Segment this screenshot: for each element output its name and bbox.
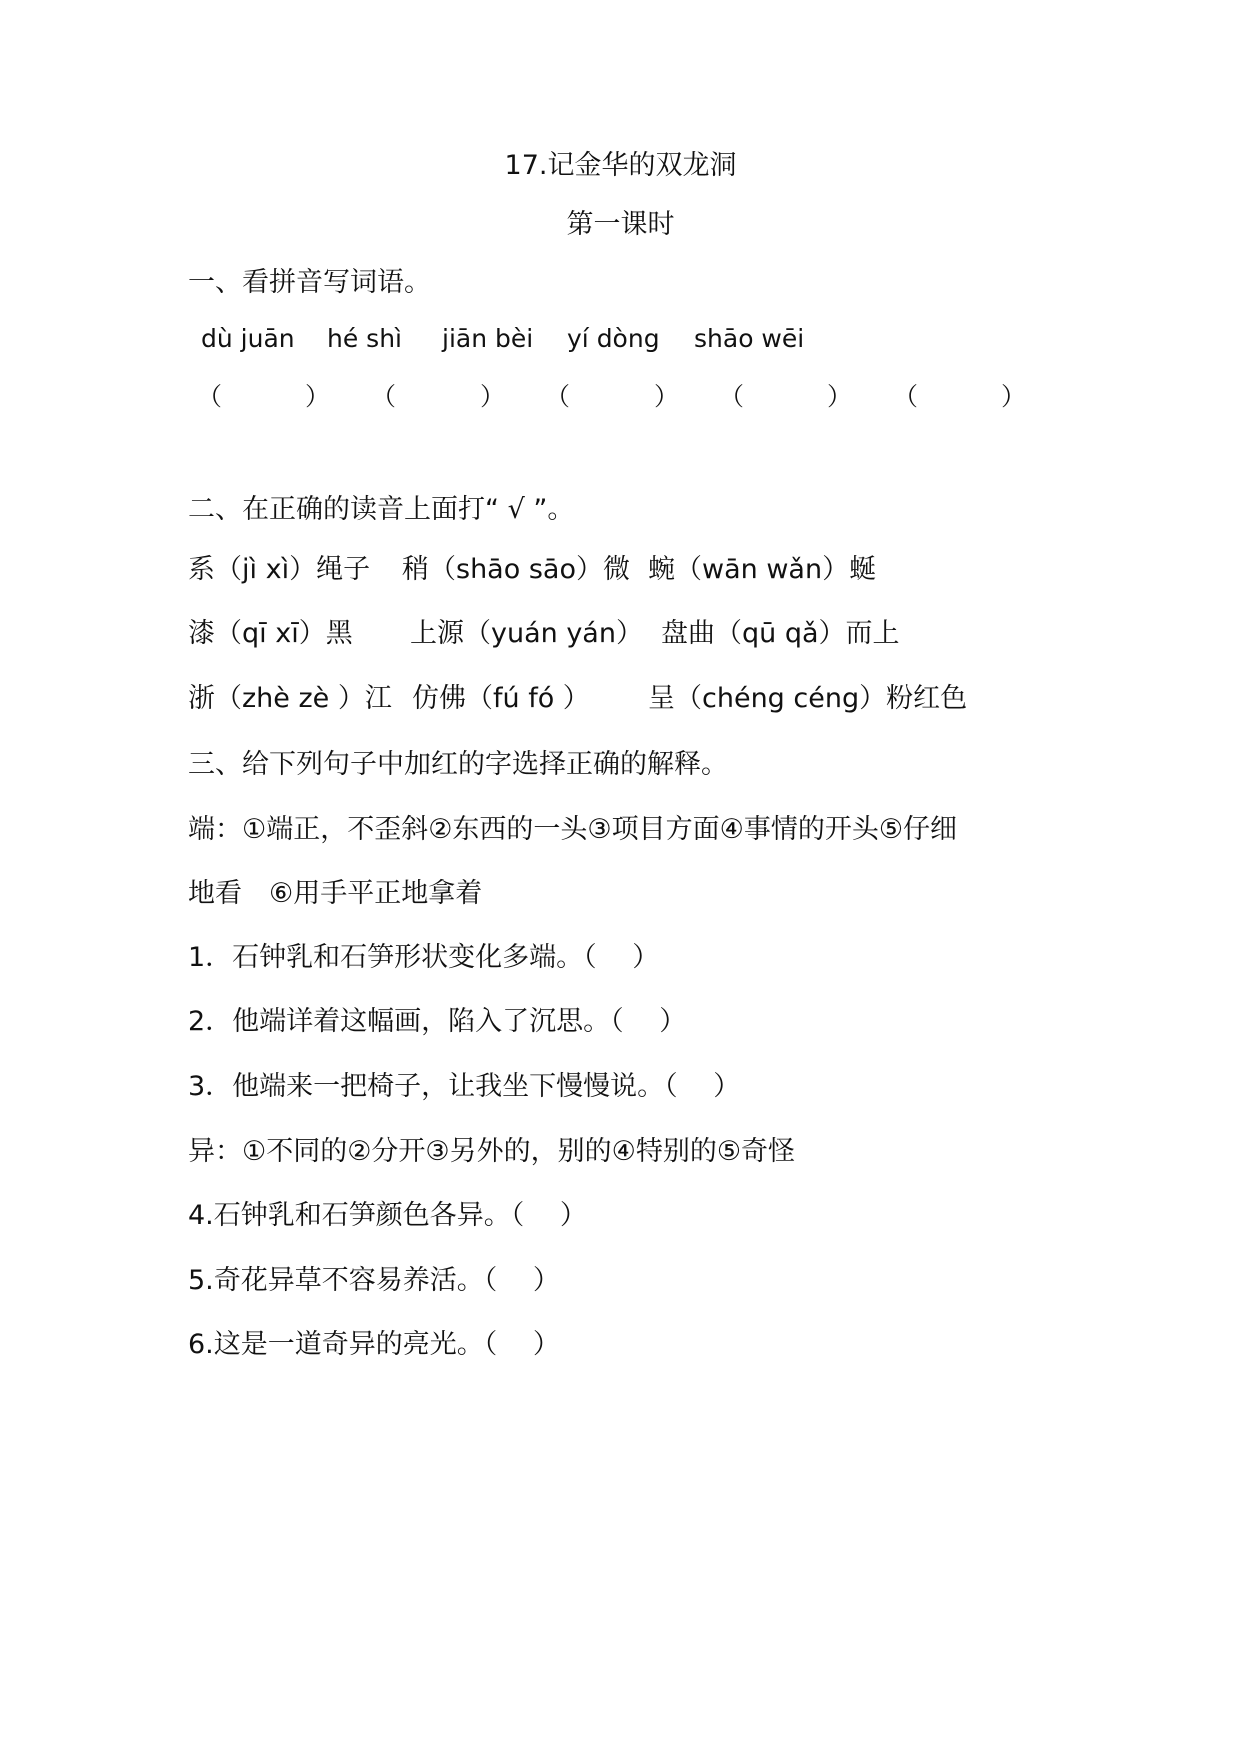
answer-blank-close: ） (305, 382, 331, 411)
reading-item: 盘曲（qū qǎ）而上 (661, 618, 900, 649)
answer-blank-close: ） (654, 382, 680, 411)
pinyin-item: dù juān (201, 324, 295, 353)
answer-blank-open: （ (893, 382, 919, 411)
answer-blank-close: ） (1001, 382, 1027, 411)
reading-item: 系（jì xì）绳子 (188, 554, 371, 585)
reading-item: 浙（zhè zè ）江 (188, 683, 392, 714)
reading-item: 呈（chéng céng）粉红色 (648, 683, 968, 714)
question-item: 3．他端来一把椅子，让我坐下慢慢说。（ ） (188, 1071, 741, 1102)
page-title: 17.记金华的双龙洞 (504, 150, 737, 181)
answer-blank-open: （ (197, 382, 223, 411)
pinyin-item: jiān bèi (442, 324, 534, 353)
question-item: 2．他端详着这幅画，陷入了沉思。（ ） (188, 1006, 687, 1037)
answer-blank-open: （ (719, 382, 745, 411)
question-item: 6.这是一道奇异的亮光。（ ） (188, 1329, 560, 1360)
pinyin-item: yí dòng (567, 324, 660, 353)
answer-blank-close: ） (827, 382, 853, 411)
reading-item: 漆（qī xī）黑 (188, 618, 353, 649)
section1-heading: 一、看拼音写词语。 (188, 267, 431, 298)
question-item: 5.奇花异草不容易养活。（ ） (188, 1265, 560, 1296)
section3-heading: 三、给下列句子中加红的字选择正确的解释。 (188, 749, 728, 780)
reading-item: 仿佛（fú fó ） (412, 683, 590, 714)
definition-line: 地看 ⑥用手平正地拿着 (188, 878, 483, 909)
page-subtitle: 第一课时 (566, 209, 675, 240)
answer-blank-open: （ (371, 382, 397, 411)
section2-heading: 二、在正确的读音上面打“ √ ”。 (188, 494, 575, 525)
pinyin-item: hé shì (327, 324, 402, 353)
definition-line: 异：①不同的②分开③另外的，别的④特别的⑤奇怪 (188, 1136, 796, 1167)
definition-line: 端：①端正，不歪斜②东西的一头③项目方面④事情的开头⑤仔细 (188, 814, 958, 845)
question-item: 4.石钟乳和石笋颜色各异。（ ） (188, 1200, 587, 1231)
question-item: 1．石钟乳和石笋形状变化多端。（ ） (188, 942, 660, 973)
pinyin-item: shāo wēi (694, 324, 805, 353)
reading-item: 稍（shāo sāo）微 (402, 554, 630, 585)
answer-blank-close: ） (480, 382, 506, 411)
reading-item: 蜿（wān wǎn）蜒 (648, 554, 877, 585)
answer-blank-open: （ (545, 382, 571, 411)
reading-item: 上源（yuán yán） (410, 618, 643, 649)
